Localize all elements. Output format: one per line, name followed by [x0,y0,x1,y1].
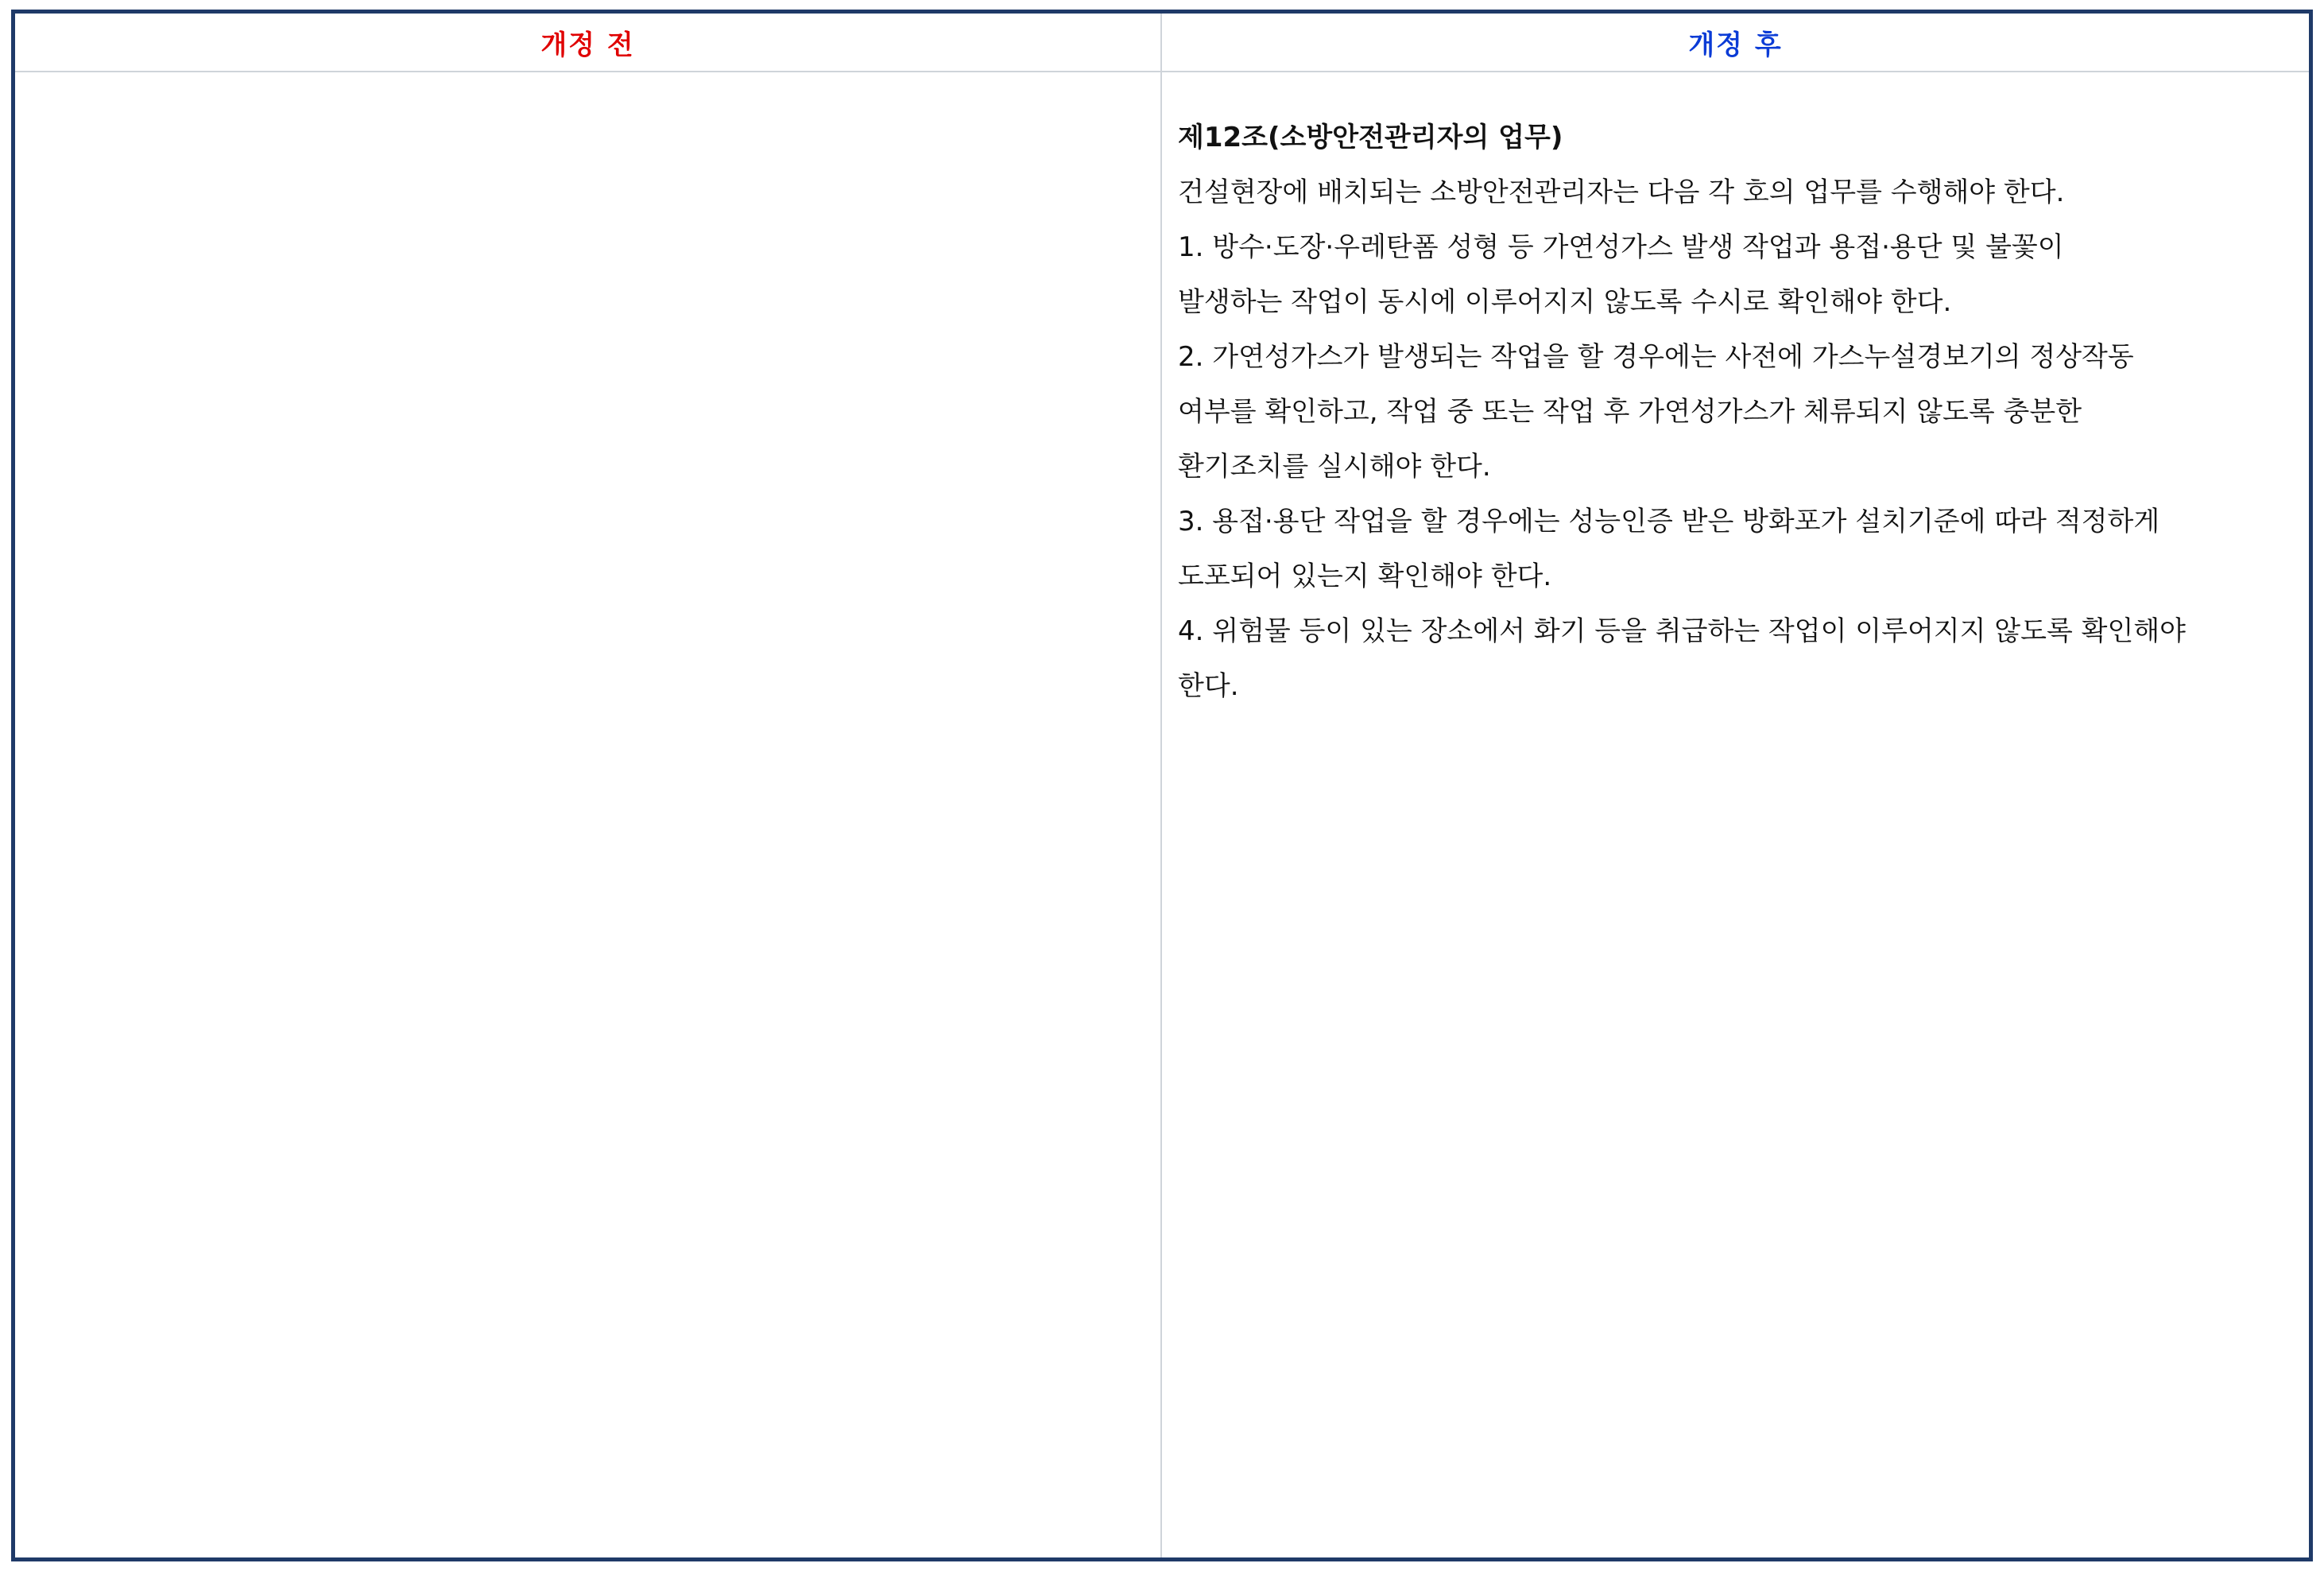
article-line: 여부를 확인하고, 작업 중 또는 작업 후 가연성가스가 체류되지 않도록 충분한 [1178,396,2082,428]
article-line: 4. 위험물 등이 있는 장소에서 화기 등을 취급하는 작업이 이루어지지 않도록 확인해야 [1178,615,2186,647]
article-line: 1. 방수·도장·우레탄폼 성형 등 가연성가스 발생 작업과 용접·용단 및 불꽃이 [1178,231,2064,263]
article-title: 제12조(소방안전관리자의 업무) [1178,122,1563,153]
article-line: 한다. [1178,670,1239,702]
article-line: 도포되어 있는지 확인해야 한다. [1178,561,1552,592]
revision-table-frame [11,10,2313,1561]
before-revision-cell [15,72,1162,1557]
article-line: 3. 용접·용단 작업을 할 경우에는 성능인증 받은 방화포가 설치기준에 따라 적정하게 [1178,506,2160,537]
article-line: 건설현장에 배치되는 소방안전관리자는 다음 각 호의 업무를 수행해야 한다. [1178,176,2065,208]
article-line: 환기조치를 실시해야 한다. [1178,451,1491,483]
header-after-revision: 개정 후 [1162,14,2309,72]
article-line: 발생하는 작업이 동시에 이루어지지 않도록 수시로 확인해야 한다. [1178,286,1952,318]
article-line: 2. 가연성가스가 발생되는 작업을 할 경우에는 사전에 가스누설경보기의 정상작동 [1178,341,2134,373]
after-revision-cell [1162,72,2309,1557]
header-before-revision: 개정 전 [15,14,1162,72]
revision-comparison-table [15,14,2309,1557]
